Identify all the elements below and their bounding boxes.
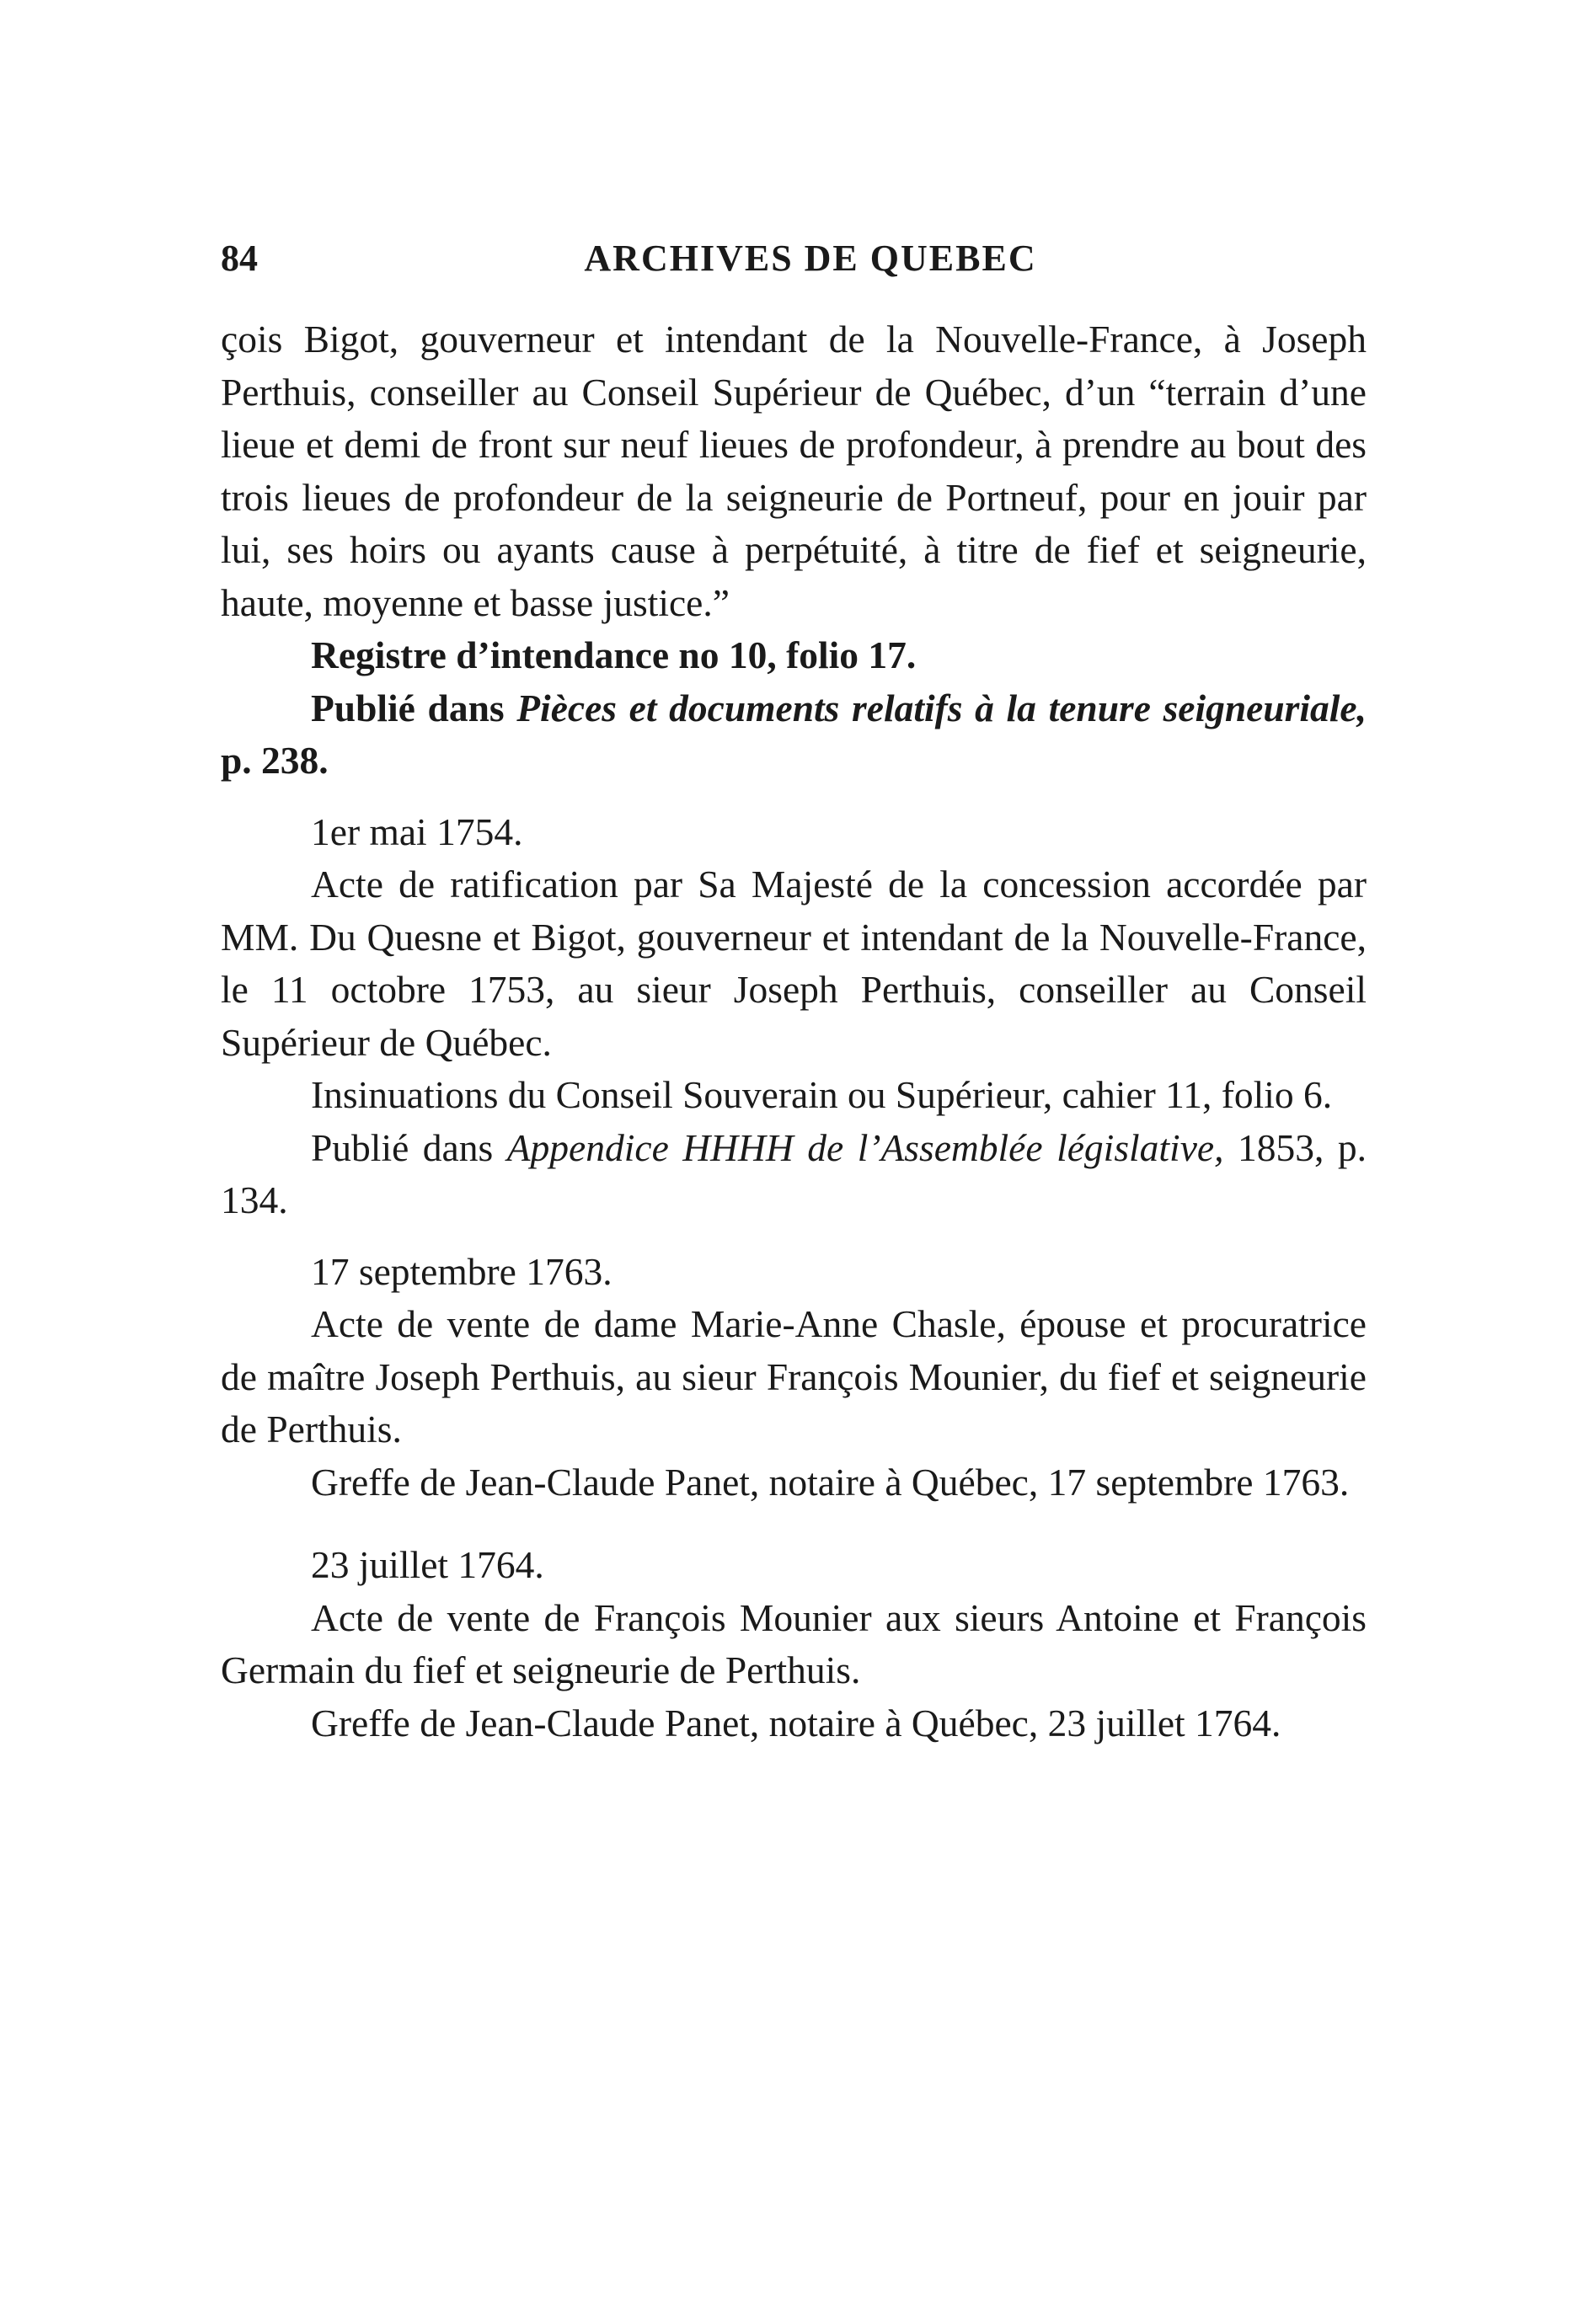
publication-suffix: p. 238. — [221, 739, 329, 782]
page-number: 84 — [221, 238, 258, 279]
entry-source: Greffe de Jean-Claude Panet, notaire à Québec, 23 juillet 1764. — [311, 1701, 1281, 1744]
entry-continuation-text: çois Bigot, gouverneur et intendant de la Nouvelle-France, à Joseph Perthuis, conseiller au Conseil Supérieur de Québec, d’un “terrain d’une lieue et demi de front sur neuf lieues de profondeur, à prendre au bout des trois lieues de profondeur de la seigneurie de Portneuf, pour en jouir par lui, ses hoirs ou ayants cause à perpétuité, à titre de fief et seigneurie, haute, moyenne et basse justice.” — [221, 318, 1367, 624]
publication-title: Pièces et documents relatifs à la tenure seigneuriale, — [516, 686, 1367, 729]
entry-acte: Acte de vente de dame Marie-Anne Chasle, épouse et procuratrice de maître Joseph Perthuis, au sieur François Mounier, du fief et seigneurie de Perthuis. — [221, 1302, 1367, 1450]
entry-acte: Acte de ratification par Sa Majesté de la concession accordée par MM. Du Quesne et Bigot, gouverneur et intendant de la Nouvelle-France, le 11 octobre 1753, au sieur Joseph Perthuis, conseiller au Conseil Supérieur de Québec. — [221, 863, 1367, 1064]
publication-reference — [221, 682, 1367, 788]
registre-reference: Registre d’intendance no 10, folio 17. — [311, 633, 917, 676]
publication-suffix: 1853, p. 134. — [221, 1125, 1367, 1221]
entry-source: Greffe de Jean-Claude Panet, notaire à Québec, 17 septembre 1763. — [311, 1460, 1350, 1504]
running-title: ARCHIVES DE QUEBEC — [584, 238, 1037, 279]
entry-date: 17 septembre 1763. — [311, 1249, 612, 1293]
entry-date: 23 juillet 1764. — [311, 1543, 544, 1586]
entry-date: 1er mai 1754. — [311, 809, 523, 853]
body-text — [221, 313, 1367, 1750]
publication-prefix: Publié dans — [311, 686, 517, 729]
entry-acte: Acte de vente de François Mounier aux sieurs Antoine et François Germain du fief et seigneurie de Perthuis. — [221, 1595, 1367, 1691]
publication-title: Appendice HHHH de l’Assemblée législative, — [506, 1125, 1224, 1169]
publication-prefix: Publié dans — [311, 1125, 507, 1169]
publication-reference — [221, 1122, 1367, 1227]
page-header — [221, 229, 1367, 288]
entry-source: Insinuations du Conseil Souverain ou Supérieur, cahier 11, folio 6. — [311, 1073, 1333, 1116]
